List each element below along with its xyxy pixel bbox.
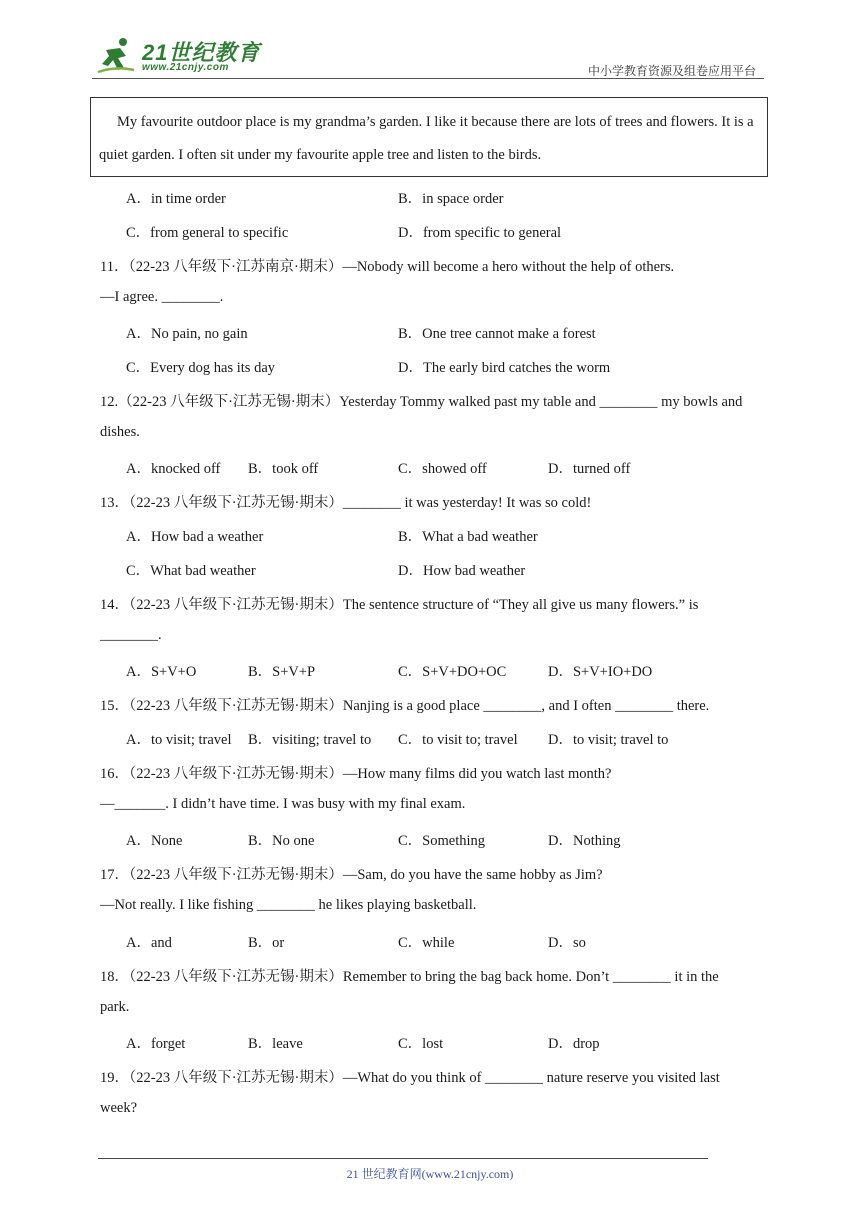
q16-option-b[interactable]: B．No one <box>248 833 315 849</box>
q15-option-d[interactable]: D．to visit; travel to <box>548 732 669 748</box>
passage-text: My favourite outdoor place is my grandma’s garden. I like it because there are lots of trees and flowers. It is a quiet garden. I often sit under my favourite apple tree and listen to the birds. <box>99 114 754 163</box>
q14-option-a[interactable]: A．S+V+O <box>126 664 197 680</box>
q10-option-a[interactable]: A．in time order <box>126 191 226 207</box>
header-divider <box>92 78 764 79</box>
q18-option-a[interactable]: A．forget <box>126 1036 186 1052</box>
q12-stem-2: dishes. <box>100 424 140 440</box>
site-logo[interactable] <box>92 34 262 78</box>
q16-option-a[interactable]: A．None <box>126 833 183 849</box>
q14-option-b[interactable]: B．S+V+P <box>248 664 316 680</box>
runner-icon <box>96 36 136 74</box>
q13-option-c[interactable]: C．What bad weather <box>126 563 256 579</box>
q13-option-a[interactable]: A．How bad a weather <box>126 529 264 545</box>
q15-option-a[interactable]: A．to visit; travel <box>126 732 232 748</box>
q12-option-d[interactable]: D．turned off <box>548 461 631 477</box>
platform-name: 中小学教育资源及组卷应用平台 <box>587 64 756 78</box>
q13-option-d[interactable]: D．How bad weather <box>398 563 526 579</box>
q16-stem: 16．（22-23 八年级下·江苏无锡·期末）—How many films did you watch last month? <box>100 766 612 782</box>
q12-option-b[interactable]: B．took off <box>248 461 319 477</box>
q16-option-d[interactable]: D．Nothing <box>548 833 621 849</box>
q11-option-c[interactable]: C．Every dog has its day <box>126 360 276 376</box>
q12-option-c[interactable]: C．showed off <box>398 461 487 477</box>
q15-option-b[interactable]: B．visiting; travel to <box>248 732 372 748</box>
q16-stem-2: —_______. I didn’t have time. I was busy with my final exam. <box>100 796 466 812</box>
logo-url: www.21cnjy.com <box>142 62 229 73</box>
q18-stem: 18．（22-23 八年级下·江苏无锡·期末）Remember to bring the bag back home. Don’t ________ it in the <box>100 969 719 985</box>
q17-stem: 17．（22-23 八年级下·江苏无锡·期末）—Sam, do you have the same hobby as Jim? <box>100 867 603 883</box>
q15-stem: 15．（22-23 八年级下·江苏无锡·期末）Nanjing is a good place ________, and I often ________ there. <box>100 698 710 714</box>
q17-stem-2: —Not really. I like fishing ________ he likes playing basketball. <box>100 897 477 913</box>
q12-option-a[interactable]: A．knocked off <box>126 461 221 477</box>
q17-option-c[interactable]: C．while <box>398 935 455 951</box>
q11-option-b[interactable]: B．One tree cannot make a forest <box>398 326 596 342</box>
q18-option-b[interactable]: B．leave <box>248 1036 303 1052</box>
logo-text: 21世纪教育 <box>142 40 261 65</box>
q13-option-b[interactable]: B．What a bad weather <box>398 529 538 545</box>
q11-option-a[interactable]: A．No pain, no gain <box>126 326 248 342</box>
q15-option-c[interactable]: C．to visit to; travel <box>398 732 518 748</box>
q16-option-c[interactable]: C．Something <box>398 833 486 849</box>
q18-option-d[interactable]: D．drop <box>548 1036 600 1052</box>
q14-option-c[interactable]: C．S+V+DO+OC <box>398 664 507 680</box>
q17-option-b[interactable]: B．or <box>248 935 285 951</box>
page-header <box>92 34 764 78</box>
q14-stem: 14．（22-23 八年级下·江苏无锡·期末）The sentence structure of “They all give us many flowers.” is <box>100 597 699 613</box>
q14-option-d[interactable]: D．S+V+IO+DO <box>548 664 653 680</box>
q18-option-c[interactable]: C．lost <box>398 1036 444 1052</box>
q10-option-b[interactable]: B．in space order <box>398 191 504 207</box>
q10-option-d[interactable]: D．from specific to general <box>398 225 562 241</box>
footer-link[interactable]: 21 世纪教育网(www.21cnjy.com) <box>346 1167 514 1181</box>
q13-stem: 13．（22-23 八年级下·江苏无锡·期末）________ it was yesterday! It was so cold! <box>100 495 592 511</box>
q19-stem: 19．（22-23 八年级下·江苏无锡·期末）—What do you think of ________ nature reserve you visited last <box>100 1070 720 1086</box>
q17-option-d[interactable]: D．so <box>548 935 586 951</box>
q11-stem-2: —I agree. ________. <box>100 289 224 305</box>
q11-stem: 11．（22-23 八年级下·江苏南京·期末）—Nobody will become a hero without the help of others. <box>100 259 675 275</box>
q11-option-d[interactable]: D．The early bird catches the worm <box>398 360 611 376</box>
passage-box <box>90 97 768 177</box>
q17-option-a[interactable]: A．and <box>126 935 172 951</box>
q18-stem-2: park. <box>100 999 130 1015</box>
q19-stem-2: week? <box>100 1100 138 1116</box>
q14-stem-2: ________. <box>100 627 162 643</box>
q10-option-c[interactable]: C．from general to specific <box>126 225 289 241</box>
q12-stem: 12.（22-23 八年级下·江苏无锡·期末）Yesterday Tommy walked past my table and ________ my bowls and <box>100 394 743 410</box>
footer-divider <box>98 1158 708 1159</box>
